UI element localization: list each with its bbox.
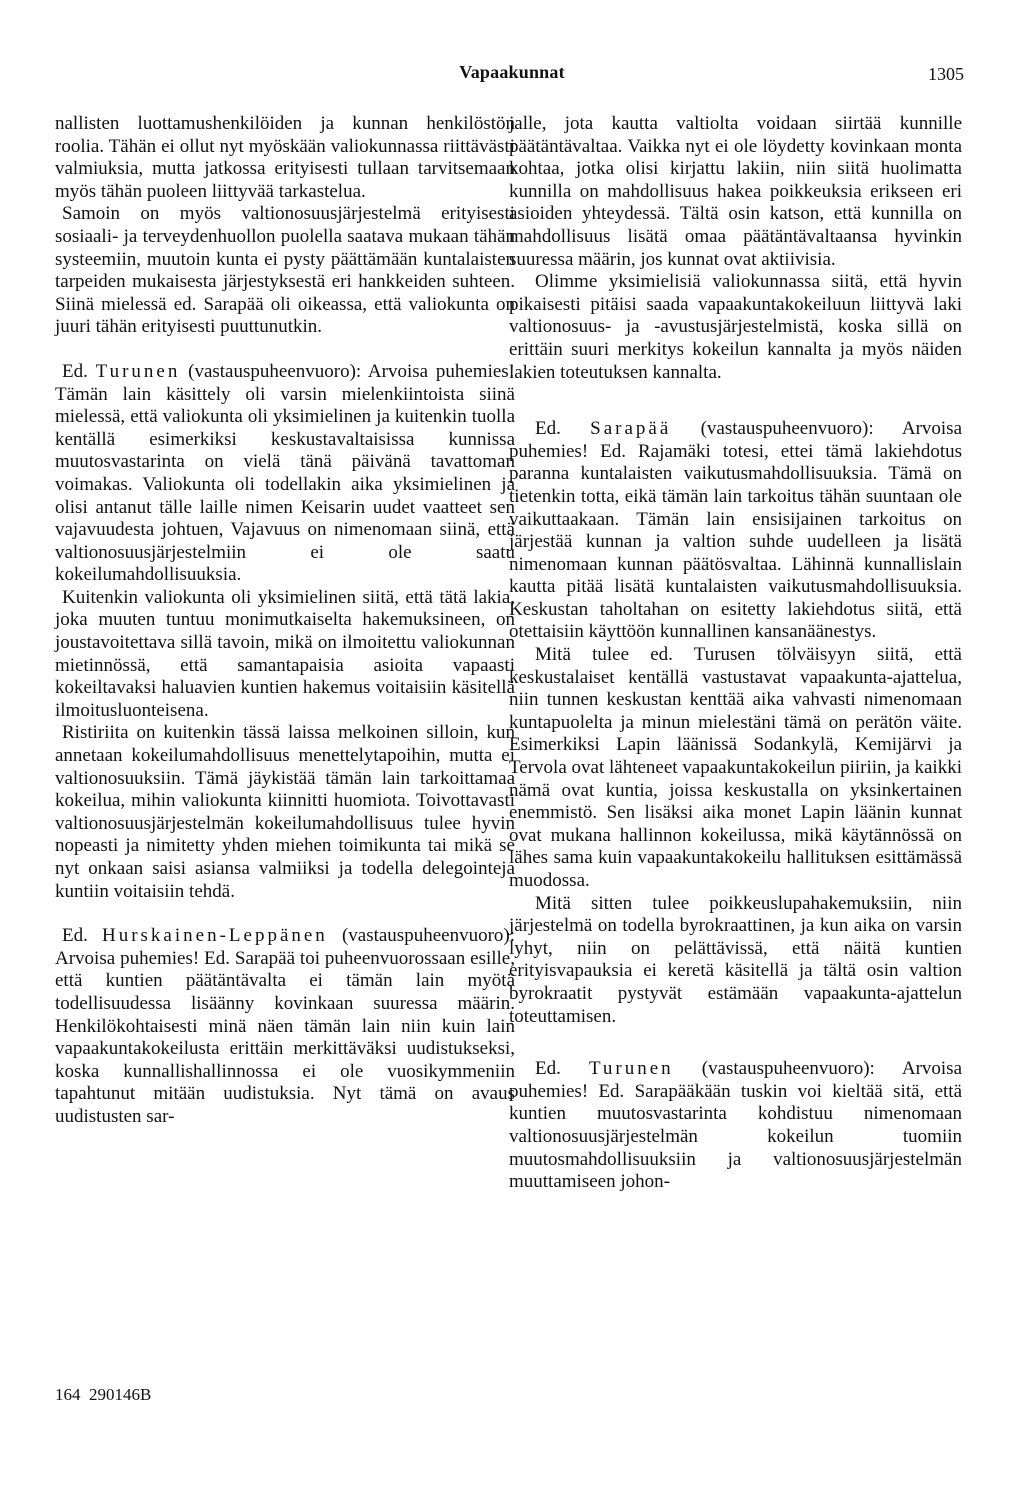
paragraph: Ristiriita on kuitenkin tässä laissa melkoinen silloin, kun annetaan kokeilumahdollisuus menettelytapoihin, mutta ei valtionosuuksiin. Tämä jäykistää tämän lain tarkoittamaa kokeilua, mihin valiokunta kiinnitti huomiota. Toivottavasti valtionosuusjärjestelmän kokeilumahdollisuus tulee hyvin nopeasti ja nimitetty yhden miehen toimikunta tai mikä se nyt onkaan saisi asiansa valmiiksi ja todella delegointeja kuntiin voitaisiin tehdä. [55,722,515,902]
speaker-prefix: Ed. [535,418,561,440]
paragraph: Mitä tulee ed. Turusen tölväisyyn siitä, että keskustalaiset kentällä vastustavat vapaakunta-ajattelua, niin tunnen keskustan kenttää aika vahvasti nimenomaan kuntapuolelta ja minun mielestäni tämä on perätön väite. Esimerkiksi Lapin läänissä Sodankylä, Kemijärvi ja Tervola ovat lähteneet vapaakuntakokeilun piiriin, ja kaikki nämä ovat kuntia, joissa keskustalla on yksinkertainen enemmistö. Sen lisäksi aika monet Lapin läänin kunnat ovat mukana hallinnon kokeilussa, mikä käytännössä on lähes sama kuin vapaakuntakokeilu hallituksen esittämässä muodossa. [509,644,962,891]
spacer [55,903,515,925]
speech-text: (vastauspuheenvuoro): Arvoisa puhemies! Ed. Sarapää toi puheenvuorossaan esille, että kuntien päätäntävalta ei tämän lain myötä todellisuudessa lisäänny kovinkaan suuressa määrin. Henkilökohtaisesti minä näen tämän lain niin kuin lain vapaakuntakokeilusta erittäin merkittäväksi uudistukseksi, koska kunnallishallinnossa ei ole vuosikymmeniin tapahtunut mitään uudistuksia. Nyt tämä on avaus uudistusten sar- [55,925,515,1127]
paragraph: jalle, jota kautta valtiolta voidaan siirtää kunnille päätäntävaltaa. Vaikka nyt ei ole löydetty kovinkaan monta kohtaa, jotka olisi kirjattu lakiin, niin siitä huolimatta kunnilla on mahdollisuus hakea poikkeuksia erikseen eri asioiden yhteydessä. Tältä osin katson, että kunnilla on mahdollisuus lisätä omaa päätäntävaltaansa hyvinkin suuressa määrin, jos kunnat ovat aktiivisia. [509,113,962,270]
speech-sarapaa [509,418,962,644]
speech-text: (vastauspuheenvuoro): Arvoisa puhemies! Tämän lain käsittely oli varsin mielenkiintoista siinä mielessä, että valiokunta oli yksimielinen ja kuitenkin tuolla kentällä esimerkiksi keskustavaltaisissa kunnissa muutosvastarinta on vielä tänä päivänä tavattoman voimakas. Valiokunta oli todellakin aika yksimielinen ja olisi antanut tälle laille nimen Keisarin uudet vaatteet sen vajavuudesta johtuen, Vajavuus on nimenomaan siinä, että valtionosuusjärjestelmiin ei ole saatu kokeilumahdollisuuksia. [55,360,515,586]
paragraph: nallisten luottamushenkilöiden ja kunnan henkilöstön roolia. Tähän ei ollut nyt myöskään valiokunnassa riittävästi valmiuksia, mutta jatkossa erityisesti tullaan tarvitsemaan myös tähän puoleen liittyvää tarkastelua. [55,113,515,202]
speech-turunen [55,361,515,587]
speaker-name: Turunen [95,360,181,382]
speaker-name: Sarapää [590,418,672,440]
speech-text: (vastauspuheenvuoro): Arvoisa puhemies! Ed. Sarapääkään tuskin voi kieltää sitä, että kuntien muutosvastarinta kohdistuu nimenomaan valtionosuusjärjestelmän kokeilun tuomiin muutosmahdollisuuksiin ja valtionosuusjärjestelmän muuttamiseen johon- [509,1058,963,1193]
speech-turunen-2 [509,1058,962,1194]
spacer [509,1028,962,1058]
paragraph: Samoin on myös valtionosuusjärjestelmä erityisesti sosiaali- ja terveydenhuollon puolella saatava mukaan tähän systeemiin, muutoin kunta ei pysty päättämään kuntalaisten tarpeiden mukaisesta järjestyksestä eri hankkeiden suhteen. Siinä mielessä ed. Sarapää oli oikeassa, että valiokunta on juuri tähän erityisesti puuttunutkin. [55,203,515,338]
speaker-prefix: Ed. [535,1058,561,1080]
page-number: 1305 [928,64,964,84]
speaker-prefix: Ed. [62,360,88,382]
speech-hurskainen-leppanen [55,925,515,1128]
running-title: Vapaakunnat [459,62,565,82]
speaker-prefix: Ed. [62,925,88,947]
paragraph: Olimme yksimielisiä valiokunnassa siitä, että hyvin pikaisesti pitäisi saada vapaakuntakokeiluun liittyvä laki valtionosuus- ja -avustusjärjestelmistä, koska sillä on erittäin suuri merkitys kokeilun kannalta ja myös näiden lakien toteutuksen kannalta. [509,271,962,383]
speaker-name: Turunen [588,1058,674,1080]
right-column [509,113,962,1194]
speech-text: (vastauspuheenvuoro): Arvoisa puhemies! Ed. Rajamäki totesi, ettei tämä lakiehdotus paranna kuntalaisten vaikutusmahdollisuuksia. Tämä on tietenkin totta, eikä tämän lain tarkoitus tähän suuntaan ole vaikuttaakaan. Tämän lain ensisijainen tarkoitus on järjestää kunnan ja valtion suhde uudelleen ja lisätä nimenomaan kunnan päätösvaltaa. Lähinnä kunnallislain kautta pitää lisätä kuntalaisten vaikutusmahdollisuuksia. Keskustan taholtahan on esitetty lakiehdotus siitä, että otettaisiin käyttöön kunnallinen kansanäänestys. [509,418,963,643]
spacer [509,384,962,418]
left-column [55,113,515,1129]
paragraph: Kuitenkin valiokunta oli yksimielinen siitä, että tätä lakia, joka muuten tuntuu monimutkaiselta hakemuksineen, on joustavoitettava sillä tavoin, mikä on ilmoitettu valiokunnan mietinnössä, että samantapaisia asioita vapaasti kokeiltavaksi haluavien kuntien hakemus voitaisiin käsitellä ilmoitusluonteisena. [55,586,515,721]
paragraph: Mitä sitten tulee poikkeuslupahakemuksiin, niin järjestelmä on todella byrokraattinen, ja kun aika on varsin lyhyt, niin on pelättävissä, että näitä kuntien erityisvapauksia ei keretä käsitellä ja tältä osin valtion byrokraatit pystyvät estämään vapaakunta-ajattelun toteuttamisen. [509,892,962,1027]
speaker-name: Hurskainen-Leppänen [101,925,328,947]
spacer [55,339,515,361]
footer-signature: 164 290146B [55,1385,152,1404]
